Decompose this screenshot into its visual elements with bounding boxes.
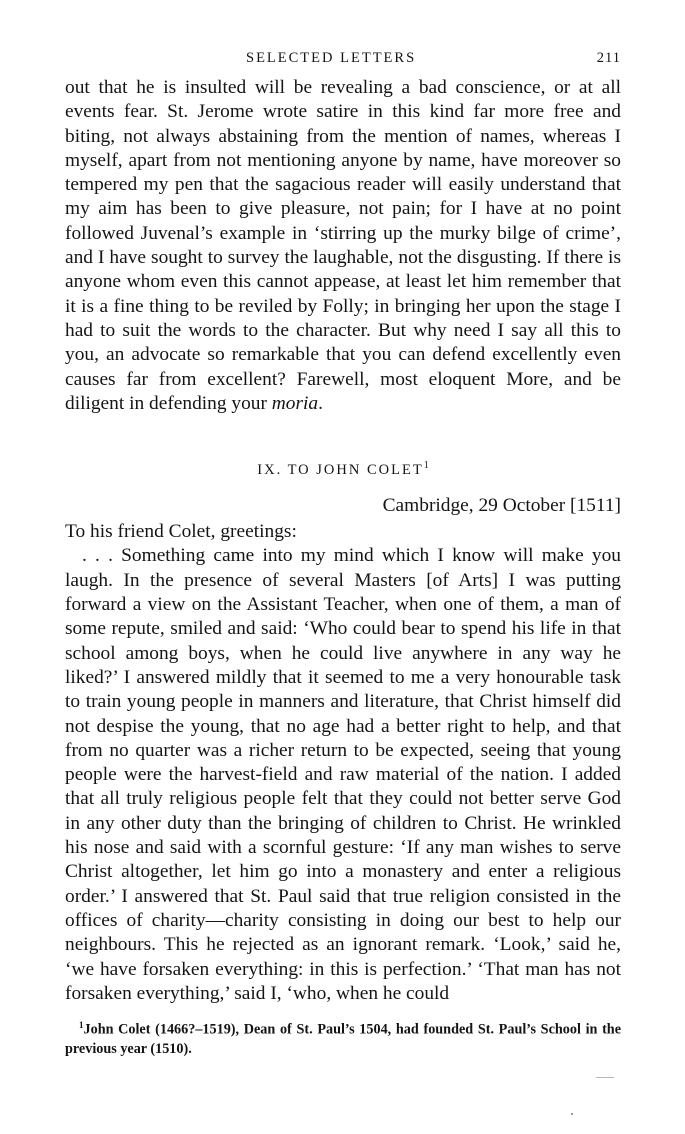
running-head — [65, 50, 621, 76]
scan-mark — [596, 1077, 614, 1078]
scan-dot — [571, 1113, 573, 1115]
italic-word-moria: moria — [271, 392, 319, 414]
letter-heading — [65, 460, 621, 484]
page-number: 211 — [596, 50, 621, 66]
letter-dateline: Cambridge, 29 October [1511] — [382, 495, 621, 517]
continuation-paragraph — [65, 76, 621, 416]
letter-heading-text: IX. TO JOHN COLET — [257, 461, 424, 478]
letter-salutation: To his friend Colet, greetings: — [65, 521, 297, 543]
book-page — [65, 50, 621, 1073]
running-head-title: SELECTED LETTERS — [246, 50, 417, 66]
continuation-end: . — [318, 392, 323, 414]
footnote-mark: 1 — [79, 1020, 84, 1031]
letter-body: . . . Something came into my mind which I know will make you laugh. In the presence of several Masters [of Arts] I was putting forward a view on the Assistant Teacher, when one of them, a man of some repute, smiled and said: ‘Who could bear to spend his life in that school among boys, when he could live anywhere in any way he liked?’ I answered mildly that it seemed to me a very honourable task to train young people in manners and literature, that Christ himself did not despise the young, that no age had a better right to help, and that from no quarter was a richer return to be expected, seeing that young people were the harvest-field and raw material of the nation. I added that all truly religious people felt that they could not better serve God in any other duty than the bringing of children to Christ. He wrinkled his nose and said with a scornful gesture: ‘If any man wishes to serve Christ altogether, let him go into a monastery and enter a religious order.’ I answered that St. Paul said that true religion consisted in the offices of charity—charity consisting in doing our best to help our neighbours. This he rejected as an ignorant remark. ‘Look,’ said he, ‘we have forsaken everything: in this is perfection.’ ‘That man has not forsaken everything,’ said I, ‘who, when he could — [65, 545, 621, 1004]
footnote-reference: 1 — [423, 460, 429, 472]
continuation-text: out that he is insulted will be revealing a bad conscience, or at all events fear. St. Jerome wrote satire in this kind far more free and biting, not always abstaining from the mention of names, whereas I myself, apart from not mentioning anyone by name, have moreover so tempered my pen that the sagacious reader will easily understand that my aim has been to give pleasure, not pain; for I have at no point followed Juvenal’s example in ‘stirring up the murky bilge of crime’, and I have sought to survey the laughable, not the disgusting. If there is anyone whom even this cannot appease, at least let him remember that it is a fine thing to be reviled by Folly; in bringing her upon the stage I had to suit the words to the character. But why need I say all this to you, an advocate so remarkable that you can defend excellently even causes far from excellent? Farewell, most eloquent More, and be diligent in defending your — [65, 77, 621, 414]
footnote — [65, 1016, 621, 1059]
footnote-text: John Colet (1466?–1519), Dean of St. Paul’s 1504, had founded St. Paul’s School in the previous year (1510). — [65, 1021, 621, 1057]
